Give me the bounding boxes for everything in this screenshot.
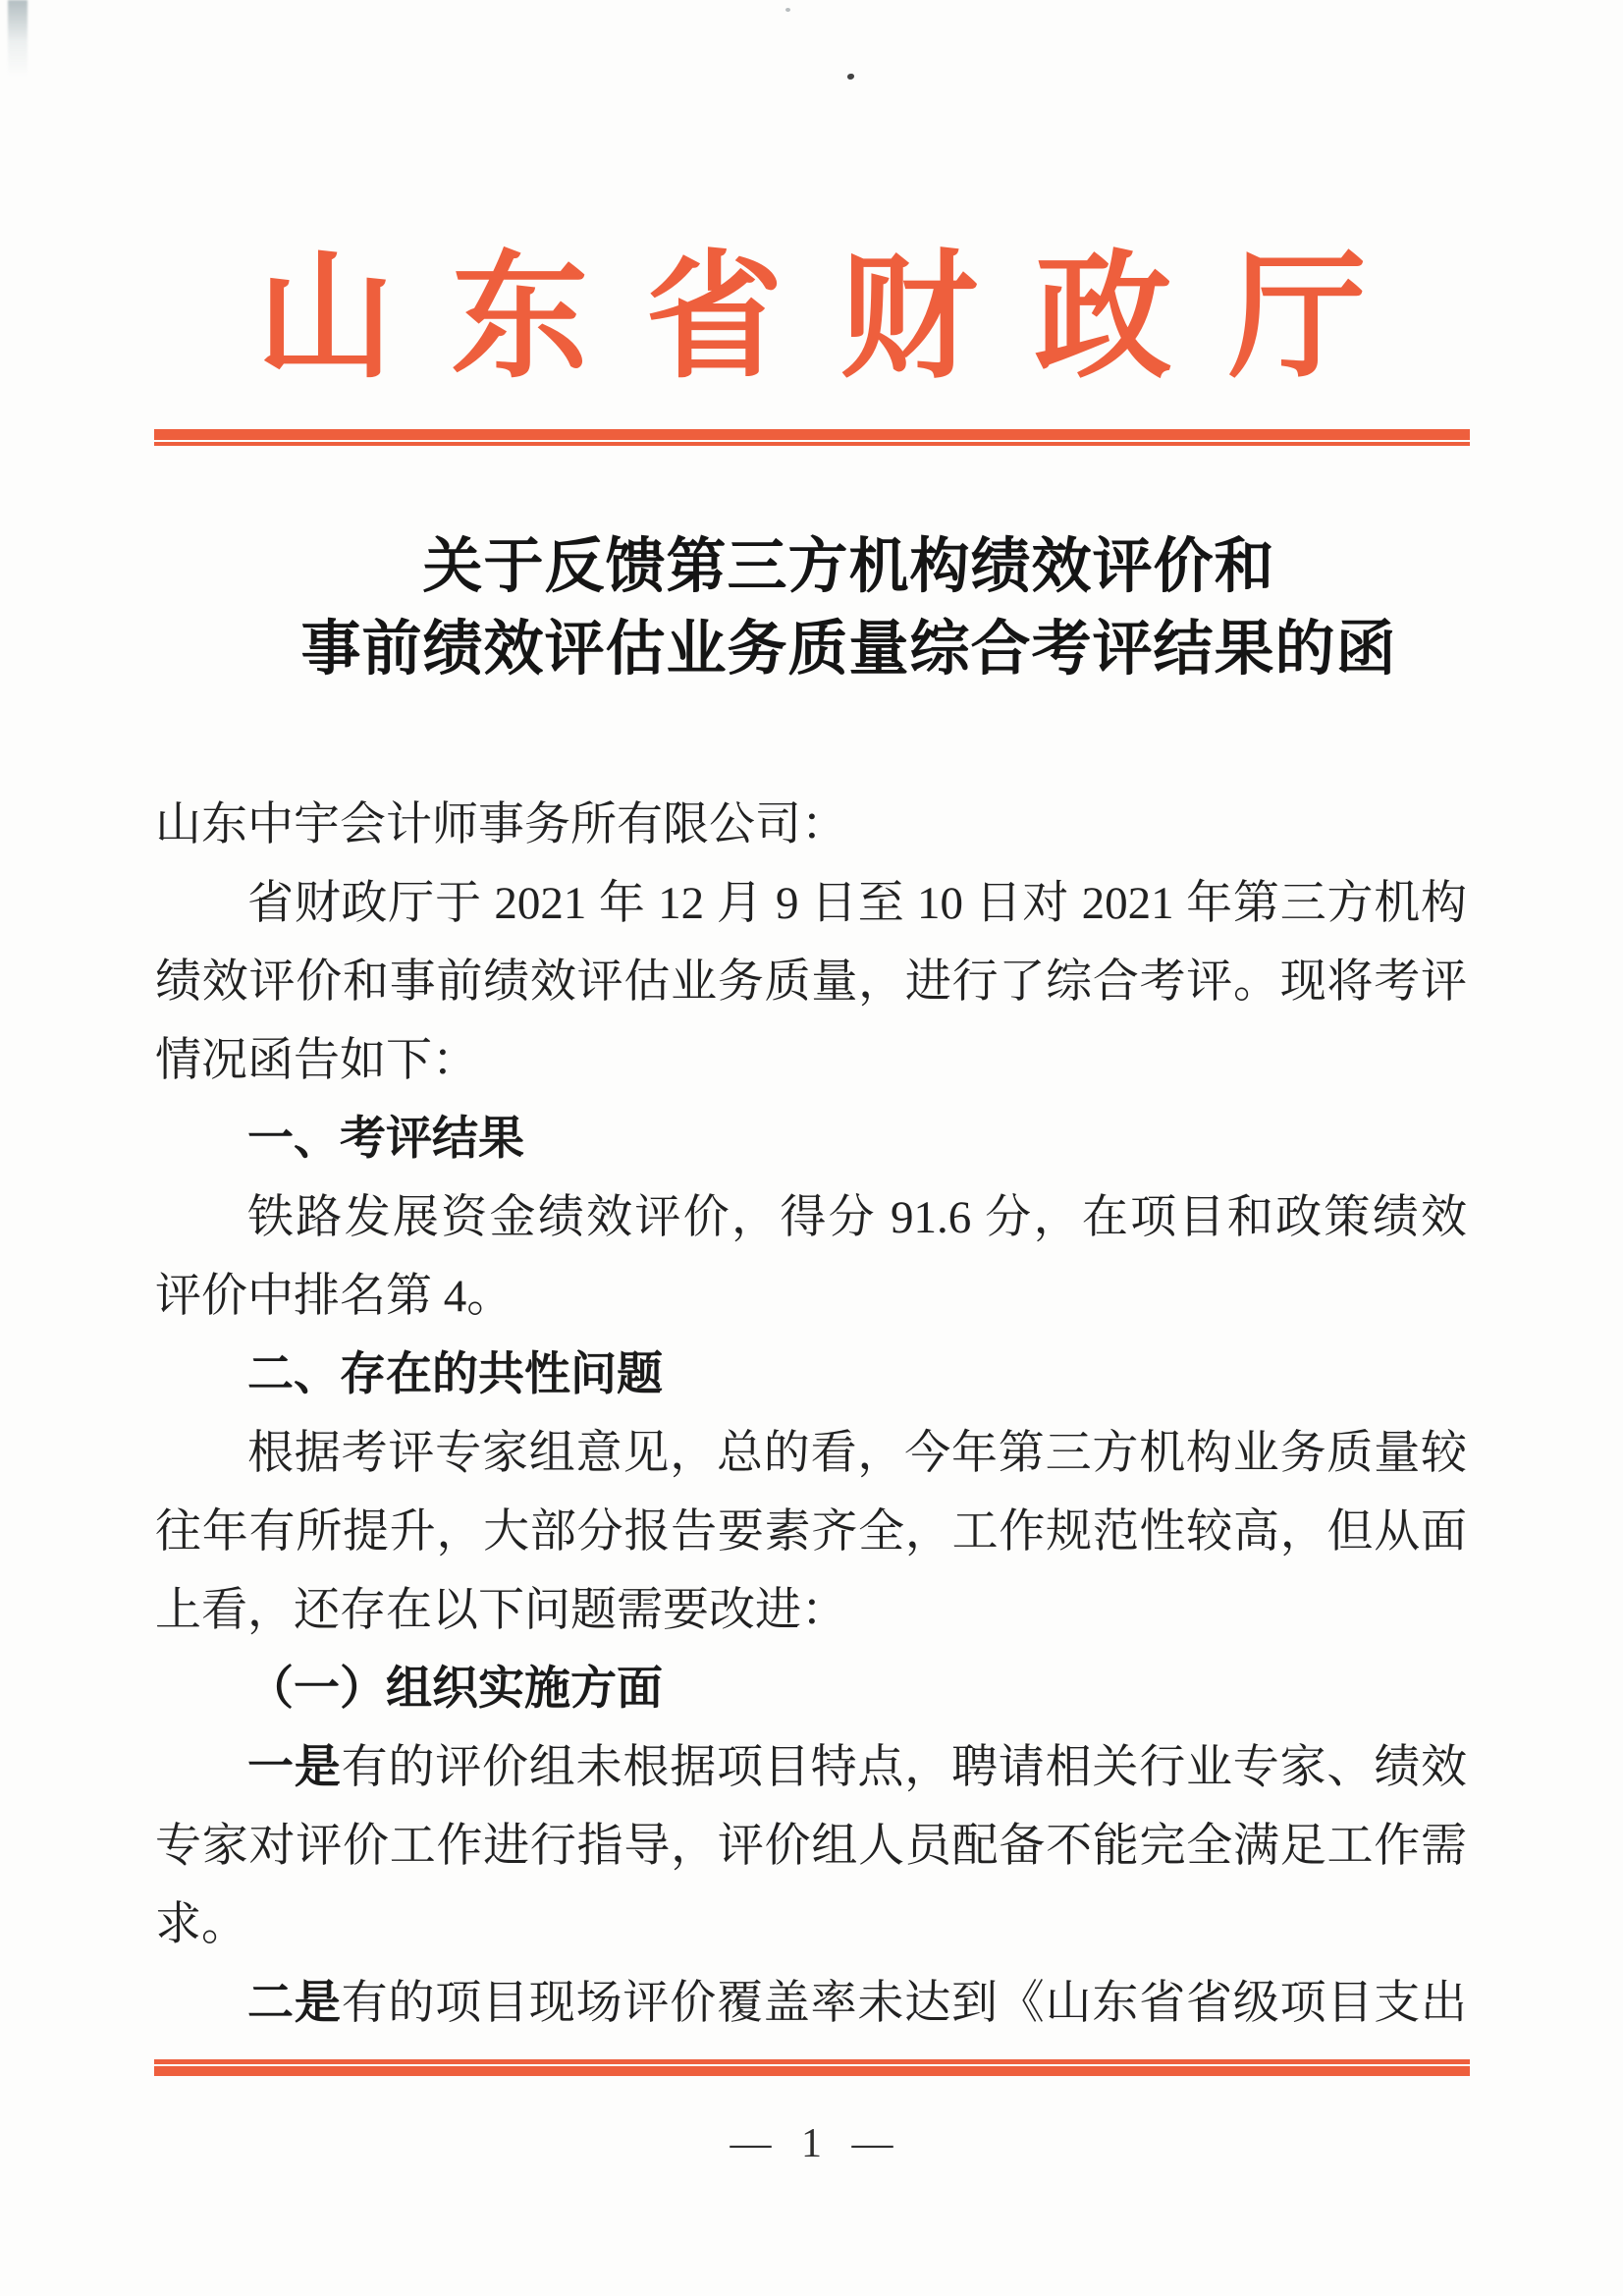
line-text: 情况函告如下： <box>155 1035 478 1086</box>
body-heading-2 <box>155 1336 1467 1414</box>
scan-smudge <box>8 0 27 77</box>
document-title <box>37 526 1623 691</box>
line-text: 山东中宇会计师事务所有限公司： <box>155 799 847 850</box>
body-line <box>155 1886 1467 1964</box>
line-text: 绩效评价和事前绩效评估业务质量，进行了综合考评。现将考评 <box>155 957 1467 1008</box>
document-title-line1: 关于反馈第三方机构绩效评价和 <box>422 534 1275 600</box>
line-text: 往年有所提升，大部分报告要素齐全，工作规范性较高，但从面 <box>155 1506 1467 1558</box>
body-line <box>155 1807 1467 1886</box>
body-line <box>155 1493 1467 1571</box>
line-text: 评价中排名第 4。 <box>155 1271 514 1322</box>
body-line <box>155 943 1467 1021</box>
body-line <box>155 1257 1467 1336</box>
line-text: 铁路发展资金绩效评价，得分 91.6 分，在项目和政策绩效 <box>247 1192 1467 1243</box>
document-body <box>155 786 1467 2043</box>
scan-dot <box>847 74 854 80</box>
footer-rule <box>154 2059 1470 2076</box>
bold-lead: 二是 <box>247 1976 342 2030</box>
line-text: 有的项目现场评价覆盖率未达到《山东省省级项目支出 <box>341 1978 1468 2029</box>
body-line <box>155 1414 1467 1493</box>
body-heading-1 <box>155 1100 1467 1178</box>
agency-masthead: 山东省财政厅 <box>256 243 1424 395</box>
body-line <box>155 1021 1467 1100</box>
body-line <box>155 1728 1467 1807</box>
document-title-line2: 事前绩效评估业务质量综合考评结果的函 <box>300 617 1397 683</box>
line-text: （一）组织实施方面 <box>247 1662 663 1716</box>
body-heading-3 <box>155 1650 1467 1728</box>
line-text: 求。 <box>155 1899 247 1950</box>
line-text: 根据考评专家组意见，总的看，今年第三方机构业务质量较 <box>247 1428 1467 1479</box>
body-line-salutation <box>155 786 1467 864</box>
body-line <box>155 864 1467 943</box>
line-text: 有的评价组未根据项目特点，聘请相关行业专家、绩效 <box>341 1742 1468 1793</box>
masthead-rule <box>154 429 1470 446</box>
line-text: 二、存在的共性问题 <box>247 1347 663 1401</box>
body-line <box>155 1178 1467 1257</box>
bold-lead: 一是 <box>247 1740 342 1794</box>
line-text: 省财政厅于 2021 年 12 月 9 日至 10 日对 2021 年第三方机构 <box>247 878 1467 929</box>
page-number: — 1 — <box>730 2121 893 2166</box>
scan-speck <box>785 8 790 12</box>
body-line <box>155 1571 1467 1650</box>
line-text: 一、考评结果 <box>247 1112 524 1166</box>
body-line <box>155 1964 1467 2043</box>
line-text: 上看，还存在以下问题需要改进： <box>155 1585 847 1636</box>
line-text: 专家对评价工作进行指导，评价组人员配备不能完全满足工作需 <box>155 1821 1467 1872</box>
